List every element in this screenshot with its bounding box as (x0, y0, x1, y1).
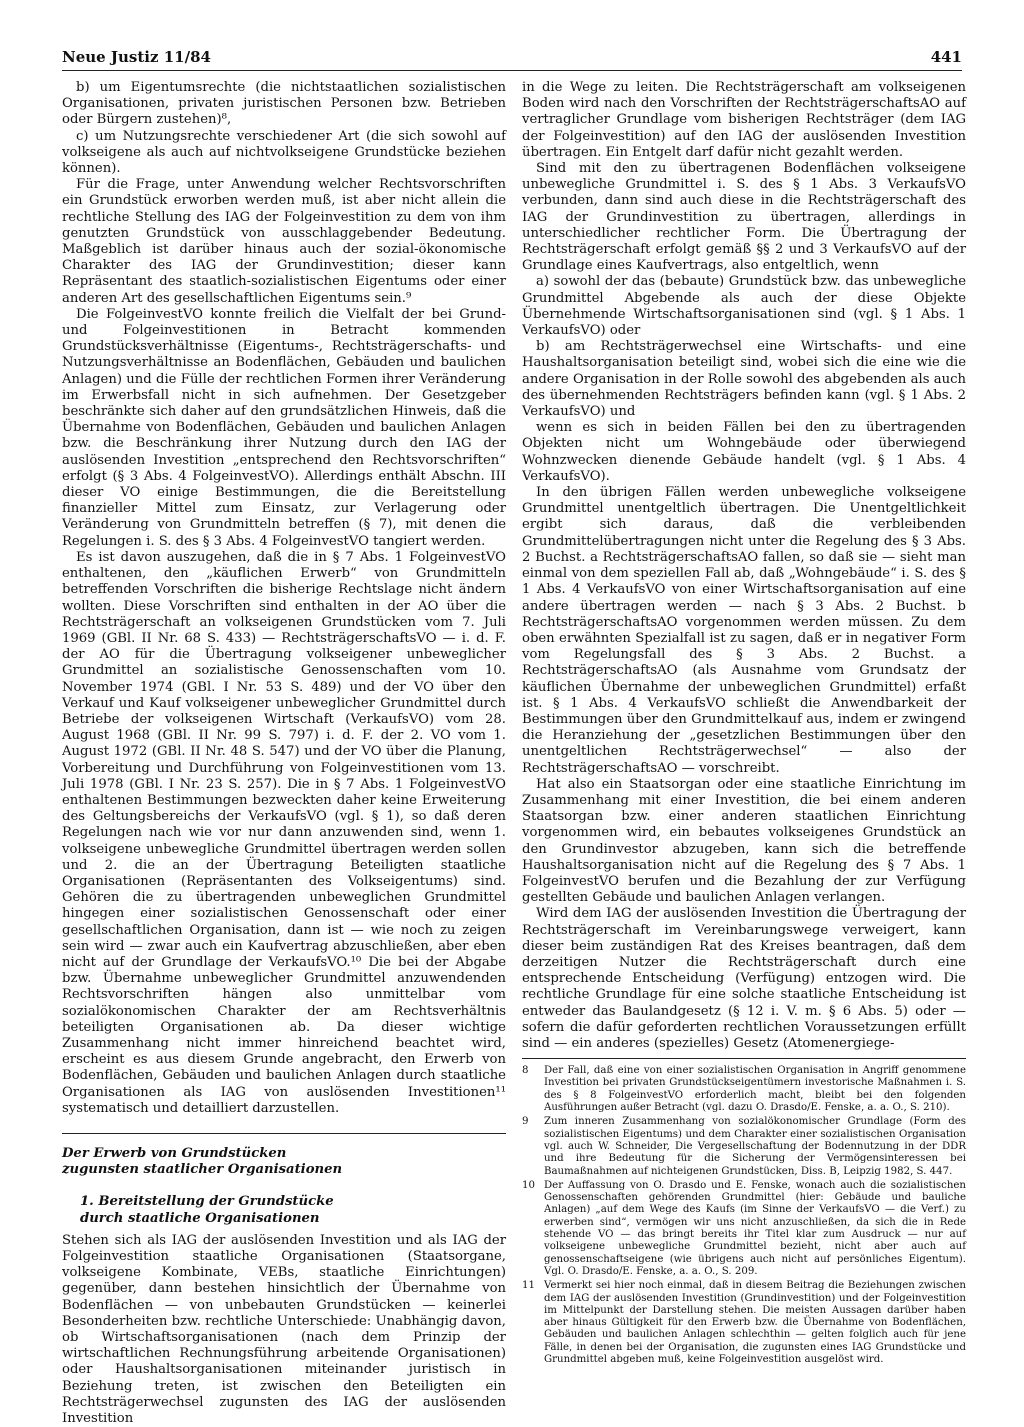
footnote (522, 1280, 966, 1366)
footnote-text: Der Auffassung von O. Drasdo und E. Fenske, wonach auch die sozialistischen Genossenschaften gehörenden Grundmittel (hier: Gebäude und bauliche Anlagen) „auf dem Wege des Kaufs (im Sinne der VerkaufsVO — die Verf.) zu erwerben sind“, vermögen wir uns nicht anzuschließen, da sich die in Rede stehende VO — das bringt bereits ihr Titel klar zum Ausdruck — nur auf volkseigene unbewegliche Grundmittel bezieht, nicht aber auch auf genossenschaftseigene (wie übrigens auch nicht auf persönliches Eigentum). Vgl. O. Drasdo/E. Fenske, a. a. O., S. 209. (544, 1179, 966, 1277)
paragraph: in die Wege zu leiten. Die Rechtsträgerschaft am volkseigenen Boden wird nach den Vorschriften der RechtsträgerschaftsAO auf vertraglicher Grundlage vom bisherigen Rechtsträger (dem IAG der Folgeinvestition) auf den IAG der auslösenden Investition übertragen. Ein Entgelt darf dafür nicht gezahlt werden. (522, 80, 966, 160)
paragraph: a) sowohl der das (bebaute) Grundstück bzw. das unbewegliche Grundmittel Abgebende als auch der diese Objekte Übernehmende Wirtschaftsorganisationen sind (vgl. § 1 Abs. 1 VerkaufsVO) oder (522, 274, 966, 339)
paragraph: Hat also ein Staatsorgan oder eine staatliche Einrichtung im Zusammenhang mit einer Investition, die bei einem anderen Staatsorgan bzw. einer anderen staatlichen Einrichtung vorgenommen wird, ein bebautes volkseigenes Grundstück an den Grundinvestor abzugeben, kann sich die betreffende Haushaltsorganisation nicht auf die Regelung des § 7 Abs. 1 FolgeinvestVO berufen und die Bezahlung der zur Verfügung gestellten Gebäude und baulichen Anlagen verlangen. (522, 776, 966, 906)
paragraph: In den übrigen Fällen werden unbewegliche volkseigene Grundmittel unentgeltlich übertragen. Die Unentgeltlichkeit ergibt sich daraus, daß die verbleibenden Grundmittelübertragungen nicht unter die Regelung des § 3 Abs. 2 Buchst. a RechtsträgerschaftsAO fallen, so daß sie — sieht man einmal von dem speziellen Fall ab, daß „Wohngebäude“ i. S. des § 1 Abs. 4 VerkaufsVO von einer Wirtschaftsorganisation auf eine andere übertragen werden — nach § 3 Abs. 2 Buchst. b RechtsträgerschaftsAO vorgenommen werden müssen. Zu dem oben erwähnten Spezialfall ist zu sagen, daß er in negativer Form vom Regelungsfall des § 3 Abs. 2 Buchst. a RechtsträgerschaftsAO (als Ausnahme vom Grundsatz der käuflichen Übernahme der unbeweglichen Grundmittel) erfaßt ist. § 1 Abs. 4 VerkaufsVO schließt die Anwendbarkeit der Bestimmungen über den Grundmittelkauf aus, indem er zwingend die Heranziehung der „gesetzlichen Bestimmungen über den unentgeltlichen Rechtsträgerwechsel“ — also der RechtsträgerschaftsAO — vorschreibt. (522, 485, 966, 776)
section-heading (62, 1146, 506, 1178)
section-heading-line: zugunsten staatlicher Organisationen (62, 1162, 343, 1178)
subsection-heading-line: durch staatliche Organisationen (80, 1210, 320, 1226)
footnote-number: 10 (522, 1179, 535, 1191)
footnote-text: Der Fall, daß eine von einer sozialistischen Organisation in Angriff genommene Investition bei privaten Grundstückseigentümern investorische Maßnahmen i. S. des § 8 FolgeinvestVO erforderlich macht, bleibt bei den folgenden Ausführungen außer Betracht (vgl. dazu O. Drasdo/E. Fenske, a. a. O., S. 210). (544, 1065, 966, 1114)
page-header (62, 48, 962, 71)
paragraph: Die FolgeinvestVO konnte freilich die Vielfalt der bei Grund- und Folgeinvestitionen in Betracht kommenden Grundstücksverhältnisse (Eigentums-, Rechtsträgerschafts- und Nutzungsverhältnisse an Bodenflächen, Gebäuden und baulichen Anlagen) und die Fülle der rechtlichen Formen ihrer Veränderung im Erwerbsfall nicht in sich aufnehmen. Der Gesetzgeber beschränkte sich daher auf den grundsätzlichen Hinweis, daß die Übernahme von Bodenflächen, Gebäuden und baulichen Anlagen bzw. die Beschränkung ihrer Nutzung durch den IAG der auslösenden Investition „entsprechend den Rechtsvorschriften“ erfolgt (§ 3 Abs. 4 FolgeinvestVO). Allerdings enthält Abschn. III dieser VO einige Bestimmungen, die die Bereitstellung finanzieller Mittel zum Einsatz, zur Verlagerung oder Veränderung von Grundmitteln betreffen (§ 7), mit denen die Regelungen i. S. des § 3 Abs. 4 FolgeinvestVO tangiert werden. (62, 306, 506, 549)
paragraph: Es ist davon auszugehen, daß die in § 7 Abs. 1 FolgeinvestVO enthaltenen, den „käuflichen Erwerb“ von Grundmitteln betreffenden Vorschriften die bisherige Rechtslage nicht ändern wollten. Diese Vorschriften sind enthalten in der AO über die Rechtsträgerschaft an volkseigenen Grundstücken vom 7. Juli 1969 (GBl. II Nr. 68 S. 433) — RechtsträgerschaftsVO — i. d. F. der AO für die Übertragung volkseigener unbeweglicher Grundmittel an sozialistische Genossenschaften vom 10. November 1974 (GBl. I Nr. 53 S. 489) und der VO über den Verkauf und Kauf volkseigener unbeweglicher Grundmittel durch Betriebe der volkseigenen Wirtschaft (VerkaufsVO) vom 28. August 1968 (GBl. II Nr. 99 S. 797) i. d. F. der 2. VO vom 1. August 1972 (GBl. II Nr. 48 S. 547) und der VO über die Planung, Vorbereitung und Durchführung von Folgeinvestitionen vom 13. Juli 1978 (GBl. I Nr. 23 S. 257). Die in § 7 Abs. 1 FolgeinvestVO enthaltenen Bestimmungen bezweckten daher keine Erweiterung des Geltungsbereichs der VerkaufsVO (vgl. § 1), so daß deren Regelungen nach wie vor nur dann anzuwenden sind, wenn 1. volkseigene unbewegliche Grundmittel übertragen werden sollen und 2. die an der Übertragung Beteiligten staatliche Organisationen (Repräsentanten des Volkseigentums) sind. Gehören die zu übertragenden unbeweglichen Grundmittel hingegen einer sozialistischen Genossenschaft oder einer gesellschaftlichen Organisation, dann ist — wie noch zu zeigen sein wird — zwar auch ein Kaufvertrag abzuschließen, aber eben nicht auf der Grundlage der VerkaufsVO.¹⁰ Die bei der Abgabe bzw. Übernahme unbeweglicher Grundmittel anzuwendenden Rechtsvorschriften hängen also unmittelbar vom sozialökonomischen Charakter der am Rechtsverhältnis beteiligten Organisationen ab. Da dieser wichtige Zusammenhang nicht immer hinreichend beachtet wird, erscheint es aus diesem Grunde angebracht, den Erwerb von Bodenflächen, Gebäuden und baulichen Anlagen durch staatliche Organisationen als IAG von auslösenden Investitionen¹¹ systematisch und detailliert darzustellen. (62, 549, 506, 1116)
paragraph: Stehen sich als IAG der auslösenden Investition und als IAG der Folgeinvestition staatliche Organisationen (Staatsorgane, volkseigene Kombinate, VEBs, staatliche Einrichtungen) gegenüber, dann bestehen hinsichtlich der Übernahme von Bodenflächen — von unbebauten Grundstücken — keinerlei Besonderheiten bzw. rechtliche Unterschiede: Unabhängig davon, ob Wirtschaftsorganisationen (nach dem Prinzip der wirtschaftlichen Rechnungsführung arbeitende Organisationen) oder Haushaltsorganisationen miteinander juristisch in Beziehung treten, ist zwischen den Beteiligten ein Rechtsträgerwechsel zugunsten des IAG der auslösenden Investition (62, 1232, 506, 1427)
paragraph: Wird dem IAG der auslösenden Investition die Übertragung der Rechtsträgerschaft im Vereinbarungswege verweigert, kann dieser beim zuständigen Rat des Kreises beantragen, daß dem derzeitigen Nutzer die Rechtsträgerschaft durch eine entsprechende Entscheidung (Verfügung) entzogen wird. Die rechtliche Grundlage für eine solche staatliche Entscheidung ist entweder das Baulandgesetz (§ 12 i. V. m. § 6 Abs. 5) oder — sofern die dafür geforderten rechtlichen Voraussetzungen erfüllt sind — ein anderes (spezielles) Gesetz (Atomenergiege- (522, 906, 966, 1051)
footnote-text: Zum inneren Zusammenhang von sozialökonomischer Grundlage (Form des sozialistischen Eigentums) und dem Charakter einer sozialistischen Organisation vgl. auch W. Schneider, Die Vergesellschaftung der Bodennutzung in der DDR und ihre Bedeutung für die Sicherung der Vermögensinteressen bei Baumaßnahmen auf nichteigenen Grundstücken, Diss. B, Leipzig 1982, S. 447. (544, 1116, 966, 1177)
subsection-heading (80, 1194, 506, 1226)
footnote-number: 11 (522, 1280, 535, 1292)
page-number: 441 (930, 48, 962, 66)
subsection-heading-line: 1. Bereitstellung der Grundstücke (80, 1194, 334, 1210)
footnote (522, 1116, 966, 1177)
paragraph: wenn es sich in beiden Fällen bei den zu übertragenden Objekten nicht um Wohngebäude oder überwiegend Wohnzwecken dienende Gebäude handelt (vgl. § 1 Abs. 4 VerkaufsVO). (522, 420, 966, 484)
footnote (522, 1065, 966, 1114)
footnotes (522, 1065, 966, 1366)
journal-title: Neue Justiz 11/84 (62, 48, 211, 66)
section-divider (62, 1133, 506, 1134)
paragraph: Sind mit den zu übertragenen Bodenflächen volkseigene unbewegliche Grundmittel i. S. des § 1 Abs. 3 VerkaufsVO verbunden, dann sind auch diese in die Rechtsträgerschaft des IAG der Grundinvestition zu übertragen, allerdings in unterschiedlicher rechtlicher Form. Die Übertragung der Rechtsträgerschaft erfolgt gemäß §§ 2 und 3 VerkaufsVO auf der Grundlage eines Kaufvertrags, also entgeltlich, wenn (522, 161, 966, 274)
right-column (522, 80, 966, 1368)
paragraph: Für die Frage, unter Anwendung welcher Rechtsvorschriften ein Grundstück erworben werden muß, ist aber nicht allein die rechtliche Stellung des IAG der Folgeinvestition zu dem von ihm genutzten Grundstück von ausschlaggebender Bedeutung. Maßgeblich ist darüber hinaus auch der sozial-ökonomische Charakter des IAG der Grundinvestition; dieser kann Repräsentant des staatlich-sozialistischen Eigentums oder einer anderen Art des gesellschaftlichen Eigentums sein.⁹ (62, 177, 506, 306)
paragraph: b) am Rechtsträgerwechsel eine Wirtschafts- und eine Haushaltsorganisation beteiligt sind, wobei sich die eine wie die andere Organisation in der Rolle sowohl des abgebenden als auch des übernehmenden Rechtsträgers befinden kann (vgl. § 1 Abs. 2 VerkaufsVO) und (522, 339, 966, 420)
footnote-text: Vermerkt sei hier noch einmal, daß in diesem Beitrag die Beziehungen zwischen dem IAG der auslösenden Investition (Grundinvestition) und der Folgeinvestition im Mittelpunkt der Darstellung stehen. Die meisten Aussagen darüber haben aber hinaus Gültigkeit für den Erwerb bzw. die Übernahme von Bodenflächen, Gebäuden und baulichen Anlagen schlechthin — gelten folglich auch für jene Fälle, in denen bei der Organisation, die zugunsten eines IAG Grundstücke und Grundmittel abgeben muß, keine Folgeinvestition ausgelöst wird. (544, 1280, 966, 1366)
footnote-number: 9 (522, 1116, 529, 1128)
footnote (522, 1180, 966, 1278)
footnote-divider (522, 1058, 966, 1059)
footnote-number: 8 (522, 1065, 529, 1077)
section-heading-line: Der Erwerb von Grundstücken (62, 1146, 287, 1161)
paragraph: b) um Eigentumsrechte (die nichtstaatlichen sozialistischen Organisationen, privaten juristischen Personen bzw. Betrieben oder Bürgern zustehen)⁸, (62, 80, 506, 128)
paragraph: c) um Nutzungsrechte verschiedener Art (die sich sowohl auf volkseigene als auch auf nichtvolkseigene Grundstücke beziehen können). (62, 128, 506, 177)
left-column (62, 80, 506, 1427)
